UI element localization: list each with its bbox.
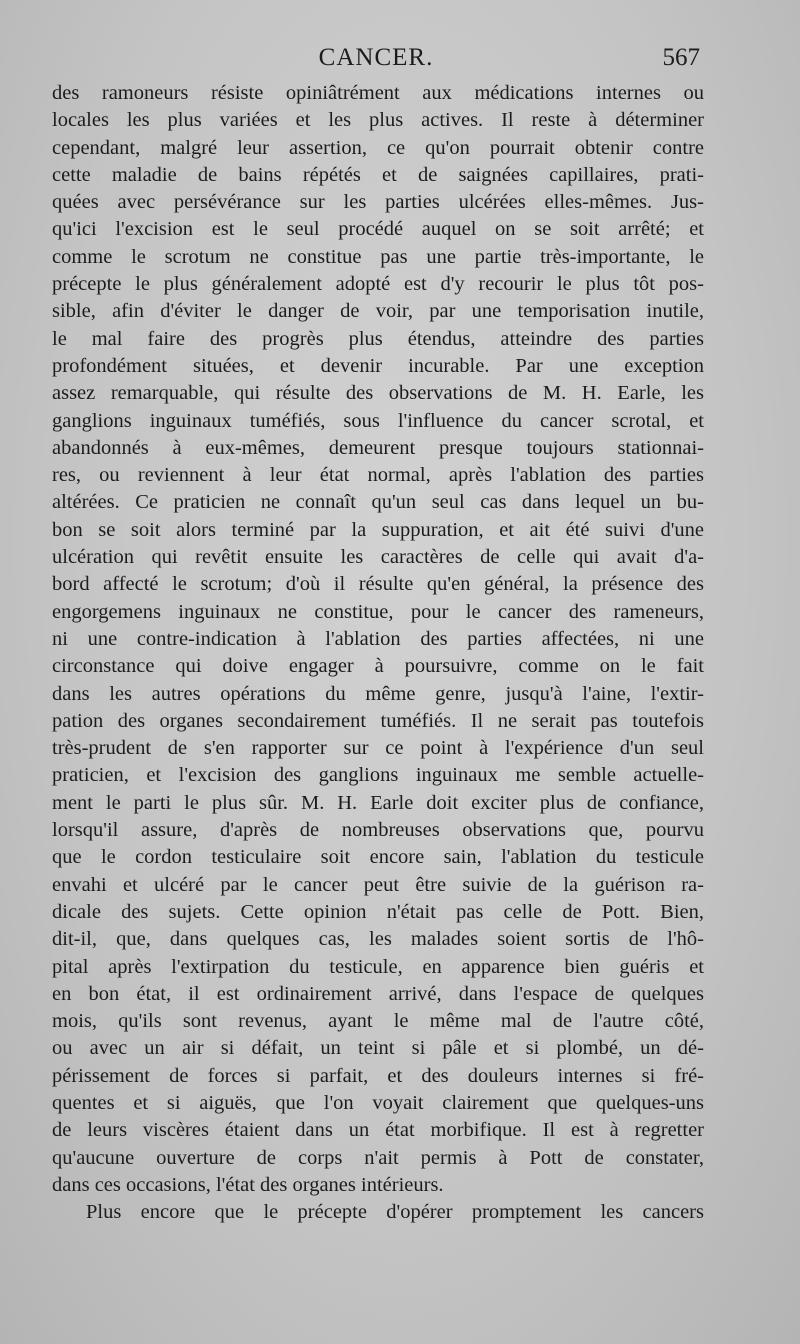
text-line: bon se soit alors terminé par la suppuration, et ait été suivi d'une [52, 518, 704, 541]
text-line: res, ou reviennent à leur état normal, après l'ablation des parties [52, 464, 704, 487]
text-line: le mal faire des progrès plus étendus, atteindre des parties [52, 327, 704, 350]
text-line: cependant, malgré leur assertion, ce qu'on pourrait obtenir contre [52, 136, 704, 159]
paragraph-end-line: dans ces occasions, l'état des organes intérieurs. [52, 1173, 444, 1196]
text-line: abandonnés à eux-mêmes, demeurent presque toujours stationnai- [52, 436, 704, 459]
text-line: ganglions inguinaux tuméfiés, sous l'influence du cancer scrotal, et [52, 409, 704, 432]
text-line: dicale des sujets. Cette opinion n'était pas celle de Pott. Bien, [52, 900, 704, 923]
text-line: assez remarquable, qui résulte des observations de M. H. Earle, les [52, 382, 704, 405]
text-line: ulcération qui revêtit ensuite les caractères de celle qui avait d'a- [52, 546, 704, 569]
text-line: bord affecté le scrotum; d'où il résulte qu'en général, la présence des [52, 573, 704, 596]
text-line: précepte le plus généralement adopté est d'y recourir le plus tôt pos- [52, 273, 704, 296]
text-line: praticien, et l'excision des ganglions inguinaux me semble actuelle- [52, 764, 704, 787]
text-line: sible, afin d'éviter le danger de voir, par une temporisation inutile, [52, 300, 704, 323]
text-line: qu'aucune ouverture de corps n'ait permis à Pott de constater, [52, 1146, 704, 1169]
text-line: ment le parti le plus sûr. M. H. Earle doit exciter plus de confiance, [52, 791, 704, 814]
text-line: en bon état, il est ordinairement arrivé, dans l'espace de quelques [52, 982, 704, 1005]
text-line: dit-il, que, dans quelques cas, les malades soient sortis de l'hô- [52, 928, 704, 951]
text-line: qu'ici l'excision est le seul procédé auquel on se soit arrêté; et [52, 218, 704, 241]
text-line: profondément situées, et devenir incurable. Par une exception [52, 354, 704, 377]
text-line: périssement de forces si parfait, et des douleurs internes si fré- [52, 1064, 704, 1087]
text-line: mois, qu'ils sont revenus, ayant le même mal de l'autre côté, [52, 1010, 704, 1033]
text-line: lorsqu'il assure, d'après de nombreuses observations que, pourvu [52, 819, 704, 842]
paragraph-start-line: Plus encore que le précepte d'opérer promptement les cancers [86, 1201, 704, 1224]
text-line: quées avec persévérance sur les parties ulcérées elles-mêmes. Jus- [52, 191, 704, 214]
text-line: envahi et ulcéré par le cancer peut être suivie de la guérison ra- [52, 873, 704, 896]
text-line: cette maladie de bains répétés et de saignées capillaires, prati- [52, 163, 704, 186]
running-title: CANCER. [318, 44, 434, 71]
text-line: que le cordon testiculaire soit encore sain, l'ablation du testicule [52, 846, 704, 869]
text-line: locales les plus variées et les plus actives. Il reste à déterminer [52, 109, 704, 132]
text-line: circonstance qui doive engager à poursuivre, comme on le fait [52, 655, 704, 678]
text-line: de leurs viscères étaient dans un état morbifique. Il est à regretter [52, 1119, 704, 1142]
text-line: ou avec un air si défait, un teint si pâle et si plombé, un dé- [52, 1037, 704, 1060]
text-line: ni une contre-indication à l'ablation des parties affectées, ni une [52, 627, 704, 650]
text-line: pital après l'extirpation du testicule, en apparence bien guéris et [52, 955, 704, 978]
body-text [52, 80, 704, 1226]
text-line: comme le scrotum ne constitue pas une partie très-importante, le [52, 245, 704, 268]
page-header [52, 44, 700, 78]
text-line: engorgemens inguinaux ne constitue, pour le cancer des rameneurs, [52, 600, 704, 623]
text-line: quentes et si aiguës, que l'on voyait clairement que quelques-uns [52, 1091, 704, 1114]
text-line: pation des organes secondairement tuméfiés. Il ne serait pas toutefois [52, 709, 704, 732]
text-line: altérées. Ce praticien ne connaît qu'un seul cas dans lequel un bu- [52, 491, 704, 514]
text-line: des ramoneurs résiste opiniâtrément aux médications internes ou [52, 82, 704, 104]
page-number: 567 [662, 44, 700, 71]
text-line: dans les autres opérations du même genre, jusqu'à l'aine, l'extir- [52, 682, 704, 705]
text-line: très-prudent de s'en rapporter sur ce point à l'expérience d'un seul [52, 737, 704, 760]
